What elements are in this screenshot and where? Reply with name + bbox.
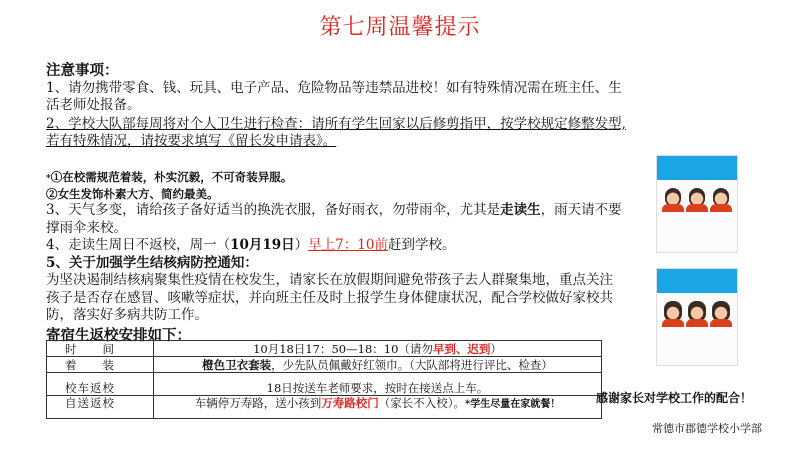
- schedule-key-bus: 校车返校: [47, 373, 154, 396]
- student-figure: [662, 301, 684, 327]
- poster-figures: [657, 180, 737, 220]
- notice-heading: 注意事项：: [46, 62, 119, 79]
- schedule-key-self: 自送返校: [47, 396, 154, 419]
- item3-post: ，雨天请不要撑雨伞来校。: [46, 202, 622, 236]
- poster-figures: [657, 293, 737, 335]
- dress-rule-2: ②女生发饰朴素大方、简约最美。: [46, 187, 219, 201]
- page-title: 第七周温馨提示: [319, 15, 481, 40]
- table-row: [47, 357, 602, 373]
- girls-hairstyle-poster: [656, 268, 738, 366]
- notice-item-3: [46, 202, 626, 237]
- boys-hairstyle-poster: [656, 155, 738, 253]
- item3-bold: 走读生: [500, 202, 541, 218]
- item4-date: 10月19日: [230, 237, 295, 253]
- notice-item-5-body: 为坚决遏制结核病聚集性疫情在校发生，请家长在放假期间避免带孩子去人群聚集地，重点关注孩子是否存在感冒、咳嗽等症状，并向班主任及时上报学生身体健康状况，配合学校做好家校共防，落实好多病共防工作。: [46, 272, 613, 323]
- table-row: [47, 341, 602, 357]
- item4-mid: ）: [294, 237, 309, 253]
- item4-post: 赶到学校。: [387, 237, 456, 253]
- schedule-value-bus: 18日按送车老师要求，按时在接送点上车。: [154, 373, 602, 396]
- schedule-time-warning: 早到、迟到: [432, 341, 491, 356]
- schedule-value-dress: 橙色卫衣套装，少先队员佩戴好红领巾。（大队部将进行评比、检查）: [154, 357, 602, 373]
- dress-section: [46, 170, 626, 344]
- dress-rule-1-text: ①在校需规范着装，朴实沉毅，不可奇装异服。: [50, 170, 293, 184]
- poster-banner: [657, 156, 737, 180]
- poster-banner: [657, 269, 737, 293]
- schedule-gate: 万寿路校门: [321, 396, 379, 410]
- item3-pre: 3、天气多变，请给孩子备好适当的换洗衣服，备好雨衣，勿带雨伞，尤其是: [46, 202, 501, 218]
- notice-item-1: 1、请勿携带零食、钱、玩具、电子产品、危险物品等违禁品进校！如有特殊情况需在班主任、生活老师处报备。: [46, 79, 622, 113]
- table-row: [47, 373, 602, 396]
- student-figure: [662, 188, 684, 212]
- student-figure: [710, 188, 732, 212]
- item4-time: 早上7：10前: [308, 237, 388, 253]
- schedule-meal-note: *学生尽量在家就餐！: [465, 399, 561, 410]
- boarding-schedule-table: [46, 340, 602, 419]
- table-row: [47, 396, 602, 419]
- schedule-key-time: 时 间: [47, 341, 154, 357]
- student-figure: [686, 188, 708, 212]
- schedule-uniform: 橙色卫衣套装: [202, 357, 272, 372]
- item4-pre: 4、走读生周日不返校，周一（: [46, 237, 231, 253]
- schedule-key-dress: 着 装: [47, 357, 154, 373]
- schedule-value-time: 10月18日17：50—18：10（请勿早到、迟到）: [154, 341, 602, 357]
- notice-item-4: [46, 237, 626, 255]
- dress-rule-1: *①在校需规范着装，朴实沉毅，不可奇装异服。: [46, 170, 293, 184]
- student-figure: [710, 301, 732, 327]
- notice-section: [46, 62, 626, 151]
- notice-item-5: 5、关于加强学生结核病防控通知：: [46, 254, 258, 271]
- student-figure: [686, 301, 708, 327]
- schedule-value-self: 车辆停万寿路，送小孩到万寿路校门（家长不入校）。*学生尽量在家就餐！: [154, 396, 602, 419]
- thanks-note: 感谢家长对学校工作的配合！: [596, 391, 753, 405]
- boarding-heading: 寄宿生返校安排如下：: [46, 326, 191, 344]
- notice-item-2: 2、学校大队部每周将对个人卫生进行检查：请所有学生回家以后修剪指甲，按学校规定修整发型,若有特殊情况，请按要求填写《留长发申请表》。: [46, 115, 626, 149]
- school-signature: 常德市郡德学校小学部: [652, 422, 762, 435]
